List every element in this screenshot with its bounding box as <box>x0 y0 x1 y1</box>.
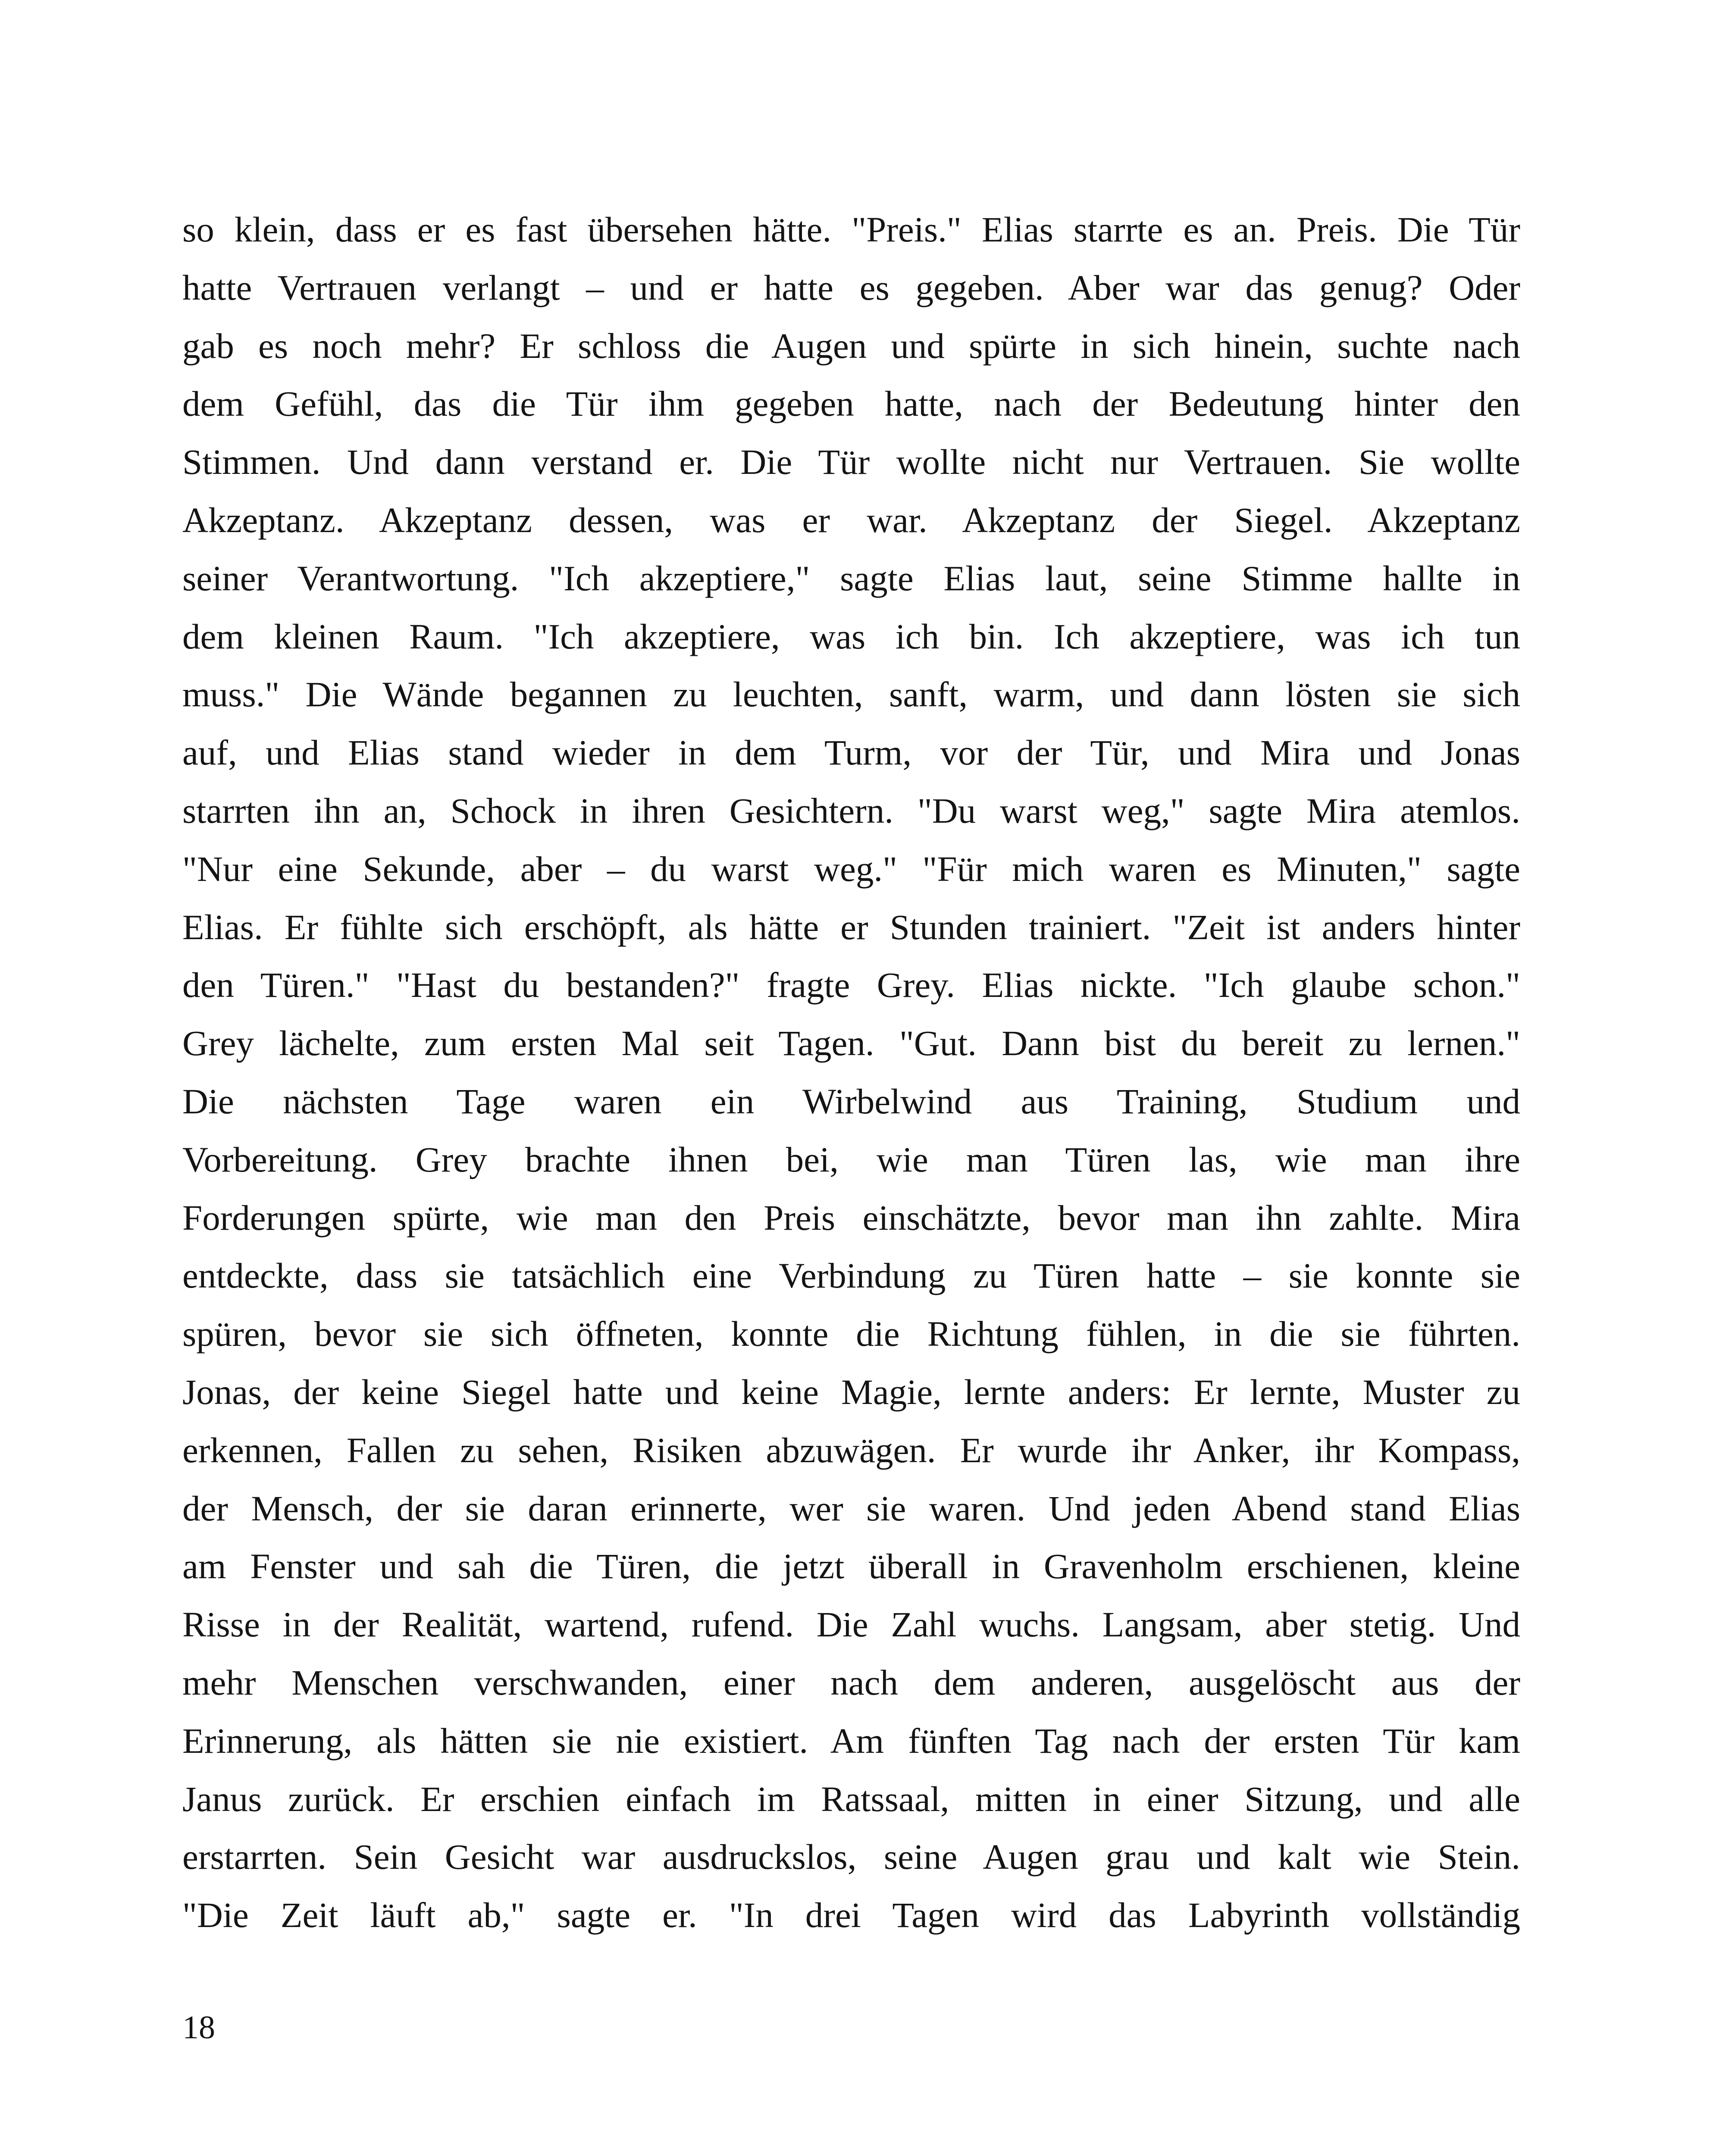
page-number: 18 <box>182 2009 215 2046</box>
text-line: Janus zurück. Er erschien einfach im Ratssaal, mitten in einer Sitzung, und alle <box>182 1779 1520 1819</box>
text-line: Risse in der Realität, wartend, rufend. Die Zahl wuchs. Langsam, aber stetig. Und <box>182 1604 1520 1645</box>
text-line: Forderungen spürte, wie man den Preis einschätzte, bevor man ihn zahlte. Mira <box>182 1197 1520 1238</box>
text-line: Jonas, der keine Siegel hatte und keine Magie, lernte anders: Er lernte, Muster zu <box>182 1372 1520 1412</box>
body-text <box>182 201 1520 1944</box>
text-line: Erinnerung, als hätten sie nie existiert. Am fünften Tag nach der ersten Tür kam <box>182 1720 1520 1761</box>
text-line: entdeckte, dass sie tatsächlich eine Verbindung zu Türen hatte – sie konnte sie <box>182 1256 1520 1296</box>
text-line: spüren, bevor sie sich öffneten, konnte die Richtung fühlen, in die sie führten. <box>182 1314 1520 1354</box>
text-line: erkennen, Fallen zu sehen, Risiken abzuwägen. Er wurde ihr Anker, ihr Kompass, <box>182 1430 1520 1470</box>
text-line: Elias. Er fühlte sich erschöpft, als hätte er Stunden trainiert. "Zeit ist anders hinter <box>182 907 1520 947</box>
text-line: Vorbereitung. Grey brachte ihnen bei, wie man Türen las, wie man ihre <box>182 1139 1520 1179</box>
text-line: am Fenster und sah die Türen, die jetzt überall in Gravenholm erschienen, kleine <box>182 1546 1520 1586</box>
text-line: dem kleinen Raum. "Ich akzeptiere, was ich bin. Ich akzeptiere, was ich tun <box>182 616 1520 656</box>
text-line: starrten ihn an, Schock in ihren Gesichtern. "Du warst weg," sagte Mira atemlos. <box>182 790 1520 830</box>
text-line: erstarrten. Sein Gesicht war ausdruckslos, seine Augen grau und kalt wie Stein. <box>182 1837 1520 1877</box>
text-line: den Türen." "Hast du bestanden?" fragte Grey. Elias nickte. "Ich glaube schon." <box>182 965 1520 1005</box>
text-line: dem Gefühl, das die Tür ihm gegeben hatte, nach der Bedeutung hinter den <box>182 384 1520 424</box>
text-line: muss." Die Wände begannen zu leuchten, sanft, warm, und dann lösten sie sich <box>182 674 1520 714</box>
text-line: seiner Verantwortung. "Ich akzeptiere," sagte Elias laut, seine Stimme hallte in <box>182 558 1520 598</box>
text-line: Stimmen. Und dann verstand er. Die Tür wollte nicht nur Vertrauen. Sie wollte <box>182 442 1520 482</box>
text-line: Grey lächelte, zum ersten Mal seit Tagen. "Gut. Dann bist du bereit zu lernen." <box>182 1023 1520 1063</box>
text-line: Akzeptanz. Akzeptanz dessen, was er war. Akzeptanz der Siegel. Akzeptanz <box>182 500 1520 540</box>
text-line: auf, und Elias stand wieder in dem Turm, vor der Tür, und Mira und Jonas <box>182 733 1520 773</box>
text-line: gab es noch mehr? Er schloss die Augen und spürte in sich hinein, suchte nach <box>182 326 1520 366</box>
text-line: "Die Zeit läuft ab," sagte er. "In drei Tagen wird das Labyrinth vollständig <box>182 1895 1520 1935</box>
text-line: hatte Vertrauen verlangt – und er hatte es gegeben. Aber war das genug? Oder <box>182 267 1520 307</box>
text-line: der Mensch, der sie daran erinnerte, wer sie waren. Und jeden Abend stand Elias <box>182 1488 1520 1528</box>
text-line: Die nächsten Tage waren ein Wirbelwind aus Training, Studium und <box>182 1081 1520 1121</box>
text-line: so klein, dass er es fast übersehen hätte. "Preis." Elias starrte es an. Preis. Die Tür <box>182 210 1520 249</box>
text-line: "Nur eine Sekunde, aber – du warst weg." "Für mich waren es Minuten," sagte <box>182 849 1520 889</box>
text-line: mehr Menschen verschwanden, einer nach dem anderen, ausgelöscht aus der <box>182 1662 1520 1702</box>
